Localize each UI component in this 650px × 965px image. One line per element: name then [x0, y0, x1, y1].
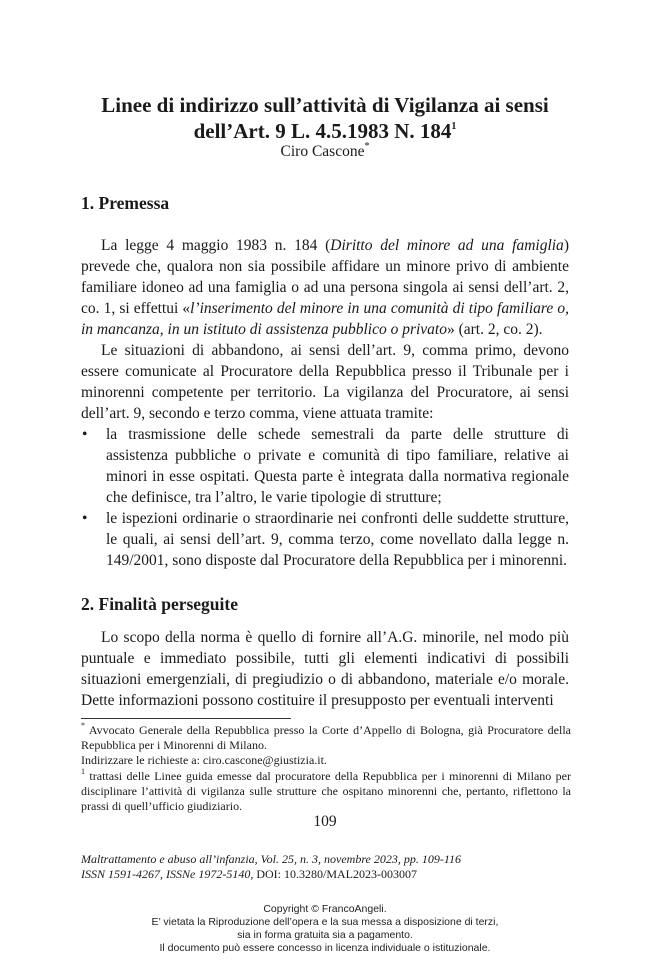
- journal-citation: [81, 852, 581, 882]
- footnote-1: [81, 766, 572, 815]
- footnote-star: [81, 723, 571, 753]
- journal-line-2: [81, 867, 581, 882]
- bullet-icon: •: [82, 510, 88, 527]
- copyright-notice: [0, 903, 650, 955]
- footnote-contact: Indirizzare le richieste a: ciro.cascone@giustizia.it.: [81, 753, 327, 768]
- author-name: Ciro Cascone: [280, 143, 365, 160]
- section-2-paragraph-1: [81, 627, 569, 711]
- bullet-icon: •: [82, 426, 88, 443]
- footnote-1-text: trattasi delle Linee guida emesse dal procuratore della Repubblica per i minorenni di Milano per disciplinare l’attività di vigilanza sulle strutture che ospitano minorenni che, pertanto, riflettono la prassi di quell’ufficio giudiziario.: [81, 768, 572, 814]
- article-title-line-2: [60, 118, 590, 144]
- copyright-line-3: sia in forma gratuita sia a pagamento.: [237, 929, 413, 941]
- copyright-line-1: Copyright © FrancoAngeli.: [263, 903, 387, 915]
- list-item-text: la trasmissione delle schede semestrali da parte delle strutture di assistenza pubbliche o private e comunità di tipo familiare, relative ai minori in esse ospitati. Questa parte è integrata dalla normativa regionale che definisce, tra l’altro, le varie tipologie di strutture;: [106, 426, 569, 506]
- footnote-star-text: Avvocato Generale della Repubblica presso la Corte d’Appello di Bologna, già Procuratore della Repubblica per i Minorenni di Milano.: [81, 723, 572, 753]
- copyright-line-4: Il documento può essere concesso in licenza individuale o istituzionale.: [159, 942, 491, 954]
- footnote-ref-star[interactable]: *: [364, 140, 370, 152]
- list-item: [81, 424, 569, 508]
- author-line: [60, 140, 590, 161]
- section-2-heading: 2. Finalità perseguite: [81, 594, 238, 614]
- section-1-paragraph-2: [81, 340, 569, 424]
- p1-text-e: » (art. 2, co. 2).: [446, 321, 543, 338]
- footnote-1-mark: 1: [81, 766, 85, 776]
- section-1-heading: 1. Premessa: [81, 193, 170, 213]
- list-item: [81, 508, 569, 571]
- copyright-line-2: E’ vietata la Riproduzione dell’opera e la sua messa a disposizione di terzi,: [151, 916, 499, 928]
- footnote-ref-1[interactable]: 1: [451, 121, 457, 132]
- article-title-line-1: Linee di indirizzo sull’attività di Vigilanza ai sensi: [101, 93, 549, 117]
- journal-line-1: Maltrattamento e abuso all’infanzia, Vol. 25, n. 3, novembre 2023, pp. 109-116: [81, 852, 461, 866]
- s2p1-text: Lo scopo della norma è quello di fornire all’A.G. minorile, nel modo più puntuale e immediato possibile, tutti gli elementi indicativi di possibili situazioni emergenziali, di pregiudizio o di abbandono, materiale e/o morale. Dette informazioni possono costituire il presupposto per eventuali interventi: [81, 629, 569, 709]
- p1-text-a: La legge 4 maggio 1983 n. 184 (: [101, 237, 331, 254]
- footnote-star-mark: *: [81, 721, 85, 730]
- page-number: 109: [313, 813, 337, 830]
- footnote-divider: [81, 718, 291, 719]
- p1-quote: l’inserimento del minore in una comunità di tipo familiare o, in mancanza, in un istituto di assistenza pubblico o privato: [81, 300, 569, 338]
- p1-law-title: Diritto del minore ad una famiglia: [330, 237, 564, 254]
- article-title: [60, 92, 590, 144]
- journal-issn: ISSN 1591-4267, ISSNe 1972-5140,: [81, 867, 254, 881]
- p2-text: Le situazioni di abbandono, ai sensi dell’art. 9, comma primo, devono essere comunicate al Procuratore della Repubblica presso il Tribunale per i minorenni competente per territorio. La vigilanza del Procuratore, ai sensi dell’art. 9, secondo e terzo comma, viene attuata tramite:: [81, 342, 569, 422]
- list-item-text: le ispezioni ordinarie o straordinarie nei confronti delle suddette strutture, le quali, ai sensi dell’art. 9, comma terzo, come novellato dalla legge n. 149/2001, sono disposte dal Procuratore della Repubblica per i minorenni.: [106, 510, 569, 569]
- section-1-bullet-list: [81, 424, 569, 571]
- journal-doi[interactable]: DOI: 10.3280/MAL2023-003007: [253, 867, 417, 881]
- footnotes: [81, 723, 571, 814]
- article-title-line-2-text: dell’Art. 9 L. 4.5.1983 N. 184: [193, 119, 452, 143]
- p1-text-c: ) prevede che, qualora non sia possibile affidare un minore privo di ambiente familiare idoneo ad una famiglia o ad una persona singola ai sensi dell’art. 2, co. 1, si effettui «: [81, 237, 569, 317]
- section-1-paragraph-1: [81, 235, 569, 340]
